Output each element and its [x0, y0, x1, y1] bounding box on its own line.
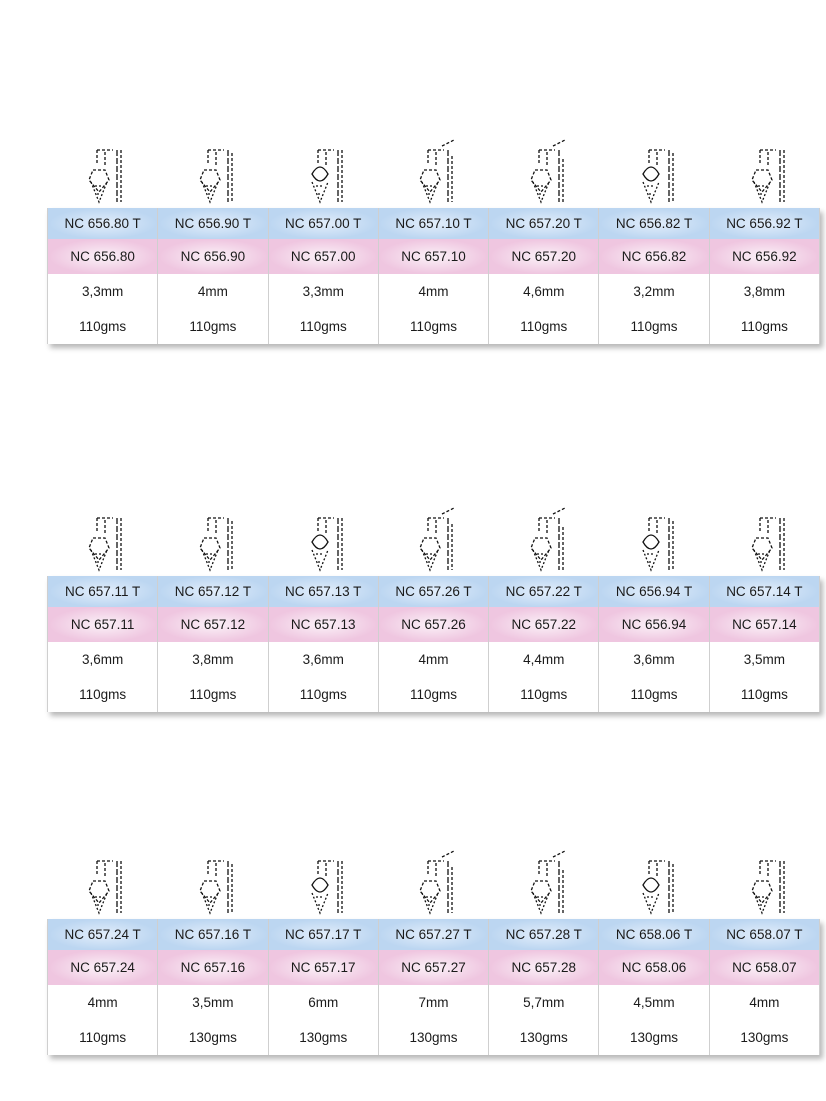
setting-drawings-row [47, 843, 820, 919]
code-t-cell: NC 657.12 T [158, 576, 268, 607]
size-cell: 3,6mm [268, 642, 378, 677]
size-row [48, 274, 820, 309]
code-t-cell: NC 657.28 T [489, 919, 599, 950]
setting-drawing-icon [710, 132, 820, 208]
weight-cell: 130gms [378, 1020, 488, 1055]
weight-cell: 110gms [709, 309, 819, 344]
weight-cell: 130gms [268, 1020, 378, 1055]
setting-drawing-icon [599, 843, 709, 919]
code-t-cell: NC 657.26 T [378, 576, 488, 607]
size-cell: 7mm [378, 985, 488, 1020]
weight-cell: 110gms [378, 309, 488, 344]
code-cell: NC 657.16 [158, 950, 268, 985]
code-cell: NC 657.17 [268, 950, 378, 985]
setting-drawing-icon [47, 500, 157, 576]
size-cell: 3,5mm [709, 642, 819, 677]
size-cell: 4,5mm [599, 985, 709, 1020]
weight-cell: 110gms [48, 309, 158, 344]
weight-row [48, 677, 820, 712]
setting-drawing-icon [378, 132, 488, 208]
code-cell: NC 657.14 [709, 607, 819, 642]
setting-drawing-icon [378, 500, 488, 576]
setting-drawings-row [47, 500, 820, 576]
weight-cell: 130gms [158, 1020, 268, 1055]
code-cell: NC 657.20 [489, 239, 599, 274]
size-cell: 4mm [378, 642, 488, 677]
code-t-cell: NC 657.11 T [48, 576, 158, 607]
weight-cell: 110gms [378, 677, 488, 712]
code-t-cell: NC 656.94 T [599, 576, 709, 607]
code-t-cell: NC 656.90 T [158, 208, 268, 239]
size-cell: 4,4mm [489, 642, 599, 677]
code-t-cell: NC 657.14 T [709, 576, 819, 607]
code-cell: NC 657.11 [48, 607, 158, 642]
weight-cell: 110gms [489, 309, 599, 344]
size-cell: 3,5mm [158, 985, 268, 1020]
code-t-cell: NC 657.27 T [378, 919, 488, 950]
product-table [47, 576, 820, 712]
code-t-cell: NC 656.80 T [48, 208, 158, 239]
code-cell: NC 657.24 [48, 950, 158, 985]
size-cell: 4mm [48, 985, 158, 1020]
code-cell: NC 656.90 [158, 239, 268, 274]
code-t-row [48, 576, 820, 607]
setting-drawing-icon [710, 500, 820, 576]
product-table [47, 919, 820, 1055]
setting-drawing-icon [268, 843, 378, 919]
code-row [48, 239, 820, 274]
code-row [48, 950, 820, 985]
setting-drawing-icon [489, 500, 599, 576]
code-cell: NC 656.94 [599, 607, 709, 642]
code-cell: NC 657.13 [268, 607, 378, 642]
weight-cell: 130gms [599, 1020, 709, 1055]
size-cell: 3,8mm [158, 642, 268, 677]
size-cell: 4mm [158, 274, 268, 309]
code-t-cell: NC 657.10 T [378, 208, 488, 239]
size-cell: 3,3mm [268, 274, 378, 309]
setting-drawing-icon [157, 500, 267, 576]
setting-drawing-icon [157, 132, 267, 208]
weight-cell: 130gms [489, 1020, 599, 1055]
weight-cell: 110gms [599, 677, 709, 712]
size-cell: 3,2mm [599, 274, 709, 309]
setting-drawing-icon [378, 843, 488, 919]
setting-drawing-icon [268, 132, 378, 208]
code-t-cell: NC 657.00 T [268, 208, 378, 239]
code-cell: NC 656.82 [599, 239, 709, 274]
code-cell: NC 657.22 [489, 607, 599, 642]
size-row [48, 985, 820, 1020]
code-t-cell: NC 658.06 T [599, 919, 709, 950]
product-table [47, 208, 820, 344]
setting-drawing-icon [268, 500, 378, 576]
code-row [48, 607, 820, 642]
weight-row [48, 309, 820, 344]
size-cell: 4,6mm [489, 274, 599, 309]
setting-drawing-icon [489, 843, 599, 919]
code-cell: NC 656.80 [48, 239, 158, 274]
code-cell: NC 657.27 [378, 950, 488, 985]
code-cell: NC 658.06 [599, 950, 709, 985]
code-cell: NC 657.00 [268, 239, 378, 274]
setting-drawing-icon [710, 843, 820, 919]
code-t-cell: NC 657.16 T [158, 919, 268, 950]
size-cell: 3,3mm [48, 274, 158, 309]
weight-cell: 110gms [268, 677, 378, 712]
weight-cell: 110gms [158, 309, 268, 344]
weight-row [48, 1020, 820, 1055]
code-t-cell: NC 656.92 T [709, 208, 819, 239]
size-cell: 3,8mm [709, 274, 819, 309]
weight-cell: 110gms [48, 1020, 158, 1055]
code-cell: NC 658.07 [709, 950, 819, 985]
size-cell: 3,6mm [48, 642, 158, 677]
product-group-1 [47, 132, 820, 344]
setting-drawing-icon [489, 132, 599, 208]
code-t-cell: NC 657.13 T [268, 576, 378, 607]
weight-cell: 110gms [268, 309, 378, 344]
weight-cell: 130gms [709, 1020, 819, 1055]
setting-drawing-icon [599, 132, 709, 208]
size-cell: 6mm [268, 985, 378, 1020]
code-t-cell: NC 657.20 T [489, 208, 599, 239]
code-cell: NC 657.26 [378, 607, 488, 642]
code-t-cell: NC 657.17 T [268, 919, 378, 950]
setting-drawing-icon [599, 500, 709, 576]
size-cell: 5,7mm [489, 985, 599, 1020]
size-row [48, 642, 820, 677]
product-group-2 [47, 500, 820, 712]
code-t-row [48, 919, 820, 950]
setting-drawing-icon [157, 843, 267, 919]
product-group-3 [47, 843, 820, 1055]
weight-cell: 110gms [709, 677, 819, 712]
code-cell: NC 657.10 [378, 239, 488, 274]
setting-drawings-row [47, 132, 820, 208]
code-t-row [48, 208, 820, 239]
weight-cell: 110gms [489, 677, 599, 712]
code-t-cell: NC 658.07 T [709, 919, 819, 950]
weight-cell: 110gms [158, 677, 268, 712]
setting-drawing-icon [47, 843, 157, 919]
setting-drawing-icon [47, 132, 157, 208]
code-cell: NC 656.92 [709, 239, 819, 274]
weight-cell: 110gms [48, 677, 158, 712]
size-cell: 4mm [378, 274, 488, 309]
size-cell: 3,6mm [599, 642, 709, 677]
code-cell: NC 657.12 [158, 607, 268, 642]
code-cell: NC 657.28 [489, 950, 599, 985]
size-cell: 4mm [709, 985, 819, 1020]
code-t-cell: NC 656.82 T [599, 208, 709, 239]
code-t-cell: NC 657.22 T [489, 576, 599, 607]
weight-cell: 110gms [599, 309, 709, 344]
code-t-cell: NC 657.24 T [48, 919, 158, 950]
